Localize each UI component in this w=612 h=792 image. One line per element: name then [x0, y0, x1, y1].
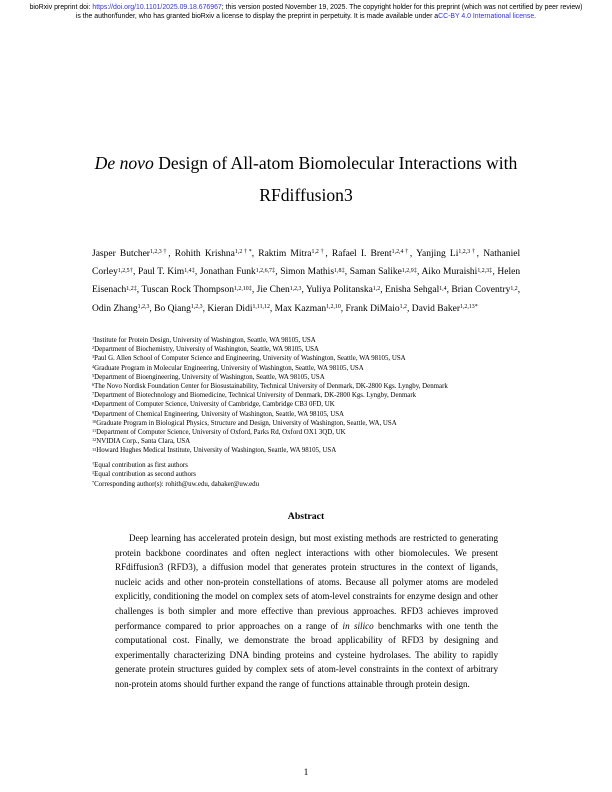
author-superscript: 1,2,3: [190, 303, 203, 310]
affiliation-text: NVIDIA Corp., Santa Clara, USA: [96, 438, 191, 446]
author-name: Yuliya Politanska: [305, 285, 373, 296]
author-superscript: 1,2,3†: [149, 249, 169, 256]
author: [451, 285, 517, 295]
affiliation-text: Graduate Program in Biological Physics, Structure and Design, University of Washington, Seattle, WA, USA: [96, 419, 397, 427]
author-superscript: 1,2: [372, 285, 381, 292]
affiliation-number: 3: [92, 354, 95, 360]
author-name: Enisha Sehgal: [385, 285, 440, 296]
affiliation-item: [92, 419, 537, 428]
author-superscript: 1,2,10‡: [234, 285, 252, 292]
author-superscript: 1,11,12: [252, 303, 270, 310]
banner-line1-suffix: ; this version posted November 19, 2025. The copyright holder for this preprint: [221, 4, 460, 11]
affiliation-number: 9: [92, 409, 95, 415]
author: [207, 304, 270, 314]
author-superscript: 1,2,3: [289, 285, 302, 292]
author-superscript: 1,2: [510, 285, 518, 292]
affiliation-item: [92, 391, 537, 400]
author-superscript: 1,2,4†: [391, 249, 410, 256]
author-name: Nathaniel Corley: [92, 249, 521, 278]
author-name: Odin Zhang: [92, 303, 138, 314]
author-name: Frank DiMaio: [345, 303, 400, 314]
affiliation-text: Paul G. Allen School of Computer Science and Engineering, University of Washington, Seattle, WA 98105, USA: [94, 355, 406, 363]
author: [275, 304, 341, 314]
page-number: 1: [303, 768, 309, 778]
author-name: Brian Coventry: [451, 285, 511, 296]
author-name: Bo Qiang: [154, 303, 191, 314]
author-name: Simon Mathis: [280, 267, 335, 278]
author: [200, 267, 275, 277]
affiliation-item: [92, 373, 537, 382]
footnote-text: Corresponding author(s): rohith@uw.edu, dabaker@uw.edu: [94, 480, 260, 488]
affiliation-text: Institute for Protein Design, University of Washington, Seattle, WA 98105, USA: [94, 337, 316, 344]
author-name: Aiko Muraishi: [421, 267, 478, 278]
affiliation-text: Department of Computer Science, University of Oxford, Parks Rd, Oxford OX1 3QD, UK: [96, 429, 346, 437]
footnote-item: [92, 461, 537, 470]
author: [141, 285, 251, 295]
author-name: Yanjing Li: [416, 249, 459, 259]
biorxiv-banner: [28, 4, 584, 22]
affiliation-text: Department of Bioengineering, University of Washington, Seattle, WA 98105, USA: [94, 373, 325, 381]
title-italic-part: De novo: [94, 153, 154, 173]
abstract-segment: in silico: [342, 620, 374, 631]
footnote-text: Equal contribution as second authors: [94, 471, 196, 479]
author: [346, 304, 407, 314]
banner-line3-suffix: .: [534, 12, 537, 20]
affiliation-list: [92, 336, 537, 456]
affiliation-text: Department of Computer Science, University of Cambridge, Cambridge CB3 0FD, UK: [94, 401, 335, 409]
author-superscript: 1,2,6,7‡: [255, 267, 276, 274]
author-superscript: 1,2,9‡: [401, 267, 417, 274]
affiliation-text: The Novo Nordisk Foundation Center for Biosustainability, Technical University of Denmark, DK-2800 Kgs. Lyngby, Denmark: [94, 383, 448, 391]
footnote-list: [92, 461, 537, 489]
author: [175, 249, 252, 259]
affiliation-number: 2: [92, 345, 95, 351]
author: [421, 267, 492, 277]
affiliation-item: [92, 354, 537, 363]
author: [92, 249, 168, 259]
banner-line1-prefix: bioRxiv preprint doi:: [29, 4, 93, 11]
affiliation-text: Howard Hughes Medical Institute, University of Washington, Seattle, WA 98105, USA: [96, 447, 337, 455]
author: [258, 249, 325, 259]
author-superscript: 1,2†*: [234, 249, 252, 256]
author-name: Jasper Butcher: [92, 249, 150, 259]
author-superscript: 1,4: [439, 285, 447, 292]
affiliation-number: 10: [92, 418, 97, 424]
affiliation-item: [92, 382, 537, 391]
affiliation-item: [92, 336, 537, 345]
paper-title-line2: RFdiffusion3: [259, 185, 353, 205]
author: [154, 304, 202, 314]
author: [257, 285, 302, 295]
affiliation-item: [92, 345, 537, 354]
affiliation-number: 12: [92, 437, 97, 443]
author-name: Rafael I. Brent: [331, 249, 392, 259]
abstract-segment: Deep learning has accelerated protein design, but most existing methods are restricted to generating protein backbone coordinates and often neglect interactions with other biomolecules. We present RFdiffusion3 (RFD3), a diffusion model that generates protein structures in the context of ligands, nucleic acids and other non-protein constellations of atoms. Because all polymer atoms are modeled explicitly, conditioning the model on complex sets of atom-level constraints for enzyme design and other challenges is both simpler and more effective than previous approaches. RFD3 achieves improved performance compared to prior approaches on a range of: [115, 533, 498, 631]
affiliation-number: 13: [92, 446, 97, 452]
title-rest-part: Design of All-atom Biomolecular Interactions with: [153, 153, 518, 173]
author-name: David Baker: [411, 303, 460, 314]
affiliation-number: 11: [92, 428, 97, 434]
author-name: Max Kazman: [274, 303, 327, 314]
author-name: Jie Chen: [256, 285, 290, 296]
affiliation-item: [92, 446, 537, 455]
affiliation-item: [92, 364, 537, 373]
author-name: Tuscan Rock Thompson: [141, 285, 234, 296]
author: [280, 267, 345, 277]
author-name: Helen Eisenach: [92, 267, 521, 296]
author-superscript: 1,2: [399, 303, 407, 310]
footnote-symbol: †: [92, 461, 95, 467]
author-name: Kieran Didi: [207, 303, 253, 314]
affiliation-item: [92, 437, 537, 446]
affiliation-text: Department of Biotechnology and Biomedicine, Technical University of Denmark, DK-2800 Kgs. Lyngby, Denmark: [94, 392, 417, 400]
author-name: Paul T. Kim: [137, 267, 185, 278]
affiliation-number: 4: [92, 363, 95, 369]
author: [138, 267, 195, 277]
affiliation-item: [92, 428, 537, 437]
footnote-symbol: ‡: [92, 470, 95, 476]
footnote-item: [92, 480, 537, 489]
author: [92, 304, 149, 314]
banner-line2: (which was not certified by peer review) is the author/funder, who has granted bioRxiv a license to display the preprint in perpetuity. It is made: [75, 4, 583, 20]
affiliation-text: Graduate Program in Molecular Engineering, University of Washington, Seattle, WA 98105, USA: [94, 364, 364, 372]
affiliation-text: Department of Chemical Engineering, University of Washington, Seattle, WA 98105, USA: [94, 410, 345, 418]
paper-title: [40, 147, 572, 211]
license-link[interactable]: CC-BY 4.0 International license: [438, 12, 535, 20]
author: [306, 285, 380, 295]
author-superscript: 1,4‡: [184, 267, 195, 274]
paper-title-line1: [40, 147, 572, 179]
author-superscript: 1,2,3‡: [477, 267, 493, 274]
doi-link[interactable]: https://doi.org/10.1101/2025.09.18.676967: [92, 4, 222, 11]
author-name: Jonathan Funk: [199, 267, 256, 278]
abstract-text: [115, 531, 498, 692]
author-name: Saman Salike: [349, 267, 402, 278]
abstract-segment: benchmarks with one tenth the computational cost. Finally, we demonstrate the broad applicability of RFD3 by designing and experimentally characterizing DNA binding proteins and cysteine hydrolases. The ability to rapidly generate protein structures guided by complex sets of atom-level constraints in the context of arbitrary non-protein atoms should further expand the range of functions attainable through protein design.: [115, 620, 498, 689]
abstract-heading: Abstract: [287, 511, 325, 522]
author-superscript: 1,2,3: [137, 303, 150, 310]
author: [350, 267, 417, 277]
author-superscript: 1,2,3†: [458, 249, 477, 256]
footnote-text: Equal contribution as first authors: [94, 462, 188, 469]
author-name: Rohith Krishna: [174, 249, 235, 259]
author-superscript: 1,2,13*: [460, 303, 478, 310]
author: [332, 249, 410, 259]
author: [416, 249, 477, 259]
affiliation-item: [92, 410, 537, 419]
author-superscript: 1,2,10: [326, 303, 341, 310]
footnote-symbol: *: [92, 479, 95, 485]
author-superscript: 1,2†: [311, 249, 326, 256]
author-superscript: 1,2,5†: [117, 267, 133, 274]
affiliation-number: 5: [92, 372, 95, 378]
affiliation-number: 6: [92, 382, 95, 388]
author: [385, 285, 447, 295]
banner-line3-prefix: available under a: [385, 12, 439, 20]
author-superscript: 1,2‡: [126, 285, 137, 292]
affiliation-item: [92, 400, 537, 409]
affiliation-number: 1: [92, 336, 95, 342]
author-list: Jasper Butcher$^{1,2,3\dagger}$, Rohith Krishna$^{1,2\dagger*}$, Raktim Mitra$^{1,2\dagger}$, Rafael I. Brent$^{1,2,4\dagger}$, Yanjing $Li^{1,2,3\dagger}$, Nathaniel Corley$^{1,2,5\dagger}$, Paul T. Kim$^{1,4\ddagger}$, Jonathan Funk$^{1,2,6,7\ddagger}$, Simon Mathis$^{1,8\ddagger}$, Saman Salike$^{1,2,9\ddagger}$, Aiko Muraishi$^{1,2,3\ddagger}$, Helen Eisenach$^{1,2\ddagger}$, Tuscan Rock Thompson$^{1,2,10\ddagger}$, Jie Chen$^{1,2,3}$, Yuliya Politanska$^{1,2}$, Enisha Sehgal$^{1,4}$, Brian Coventry$^{1,2}$, Odin Zhang$^{1,2,3}$, Bo Qiang$^{1,2,3}$, Kieran Didi$^{1,11,12}$, Max Kazman$^{1,2,10}$, Frank DiMaio$^{1,2}$, David Baker$^{1,2,13*}$: [92, 249, 521, 314]
author-name: Raktim Mitra: [258, 249, 312, 259]
author-superscript: 1,8‡: [334, 267, 345, 274]
author: [412, 304, 478, 314]
affiliation-text: Department of Biochemistry, University of Washington, Seattle, WA 98105, USA: [94, 346, 319, 354]
footnote-item: [92, 470, 537, 479]
affiliation-number: 8: [92, 400, 95, 406]
affiliation-number: 7: [92, 391, 95, 397]
